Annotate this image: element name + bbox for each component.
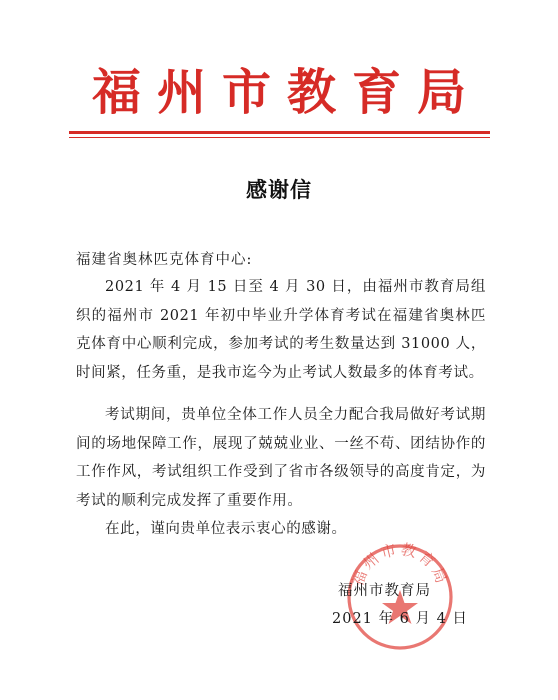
letterhead-rule-thick — [69, 131, 490, 134]
letterhead-org-name: 福州市教育局 — [91, 63, 482, 121]
letter-salutation: 福建省奥林匹克体育中心: — [76, 252, 253, 268]
letter-title: 感谢信 — [246, 177, 312, 202]
letter-paragraph-1: 2021 年 4 月 15 日至 4 月 30 日，由福州市教育局组织的福州市 2021 年初中毕业升学体育考试在福建省奥林匹克体育中心顺利完成，参加考试的考生数量达到 31000 人，时间紧，任务重，是我市迄今为止考试人数最多的体育考试。 — [76, 279, 486, 381]
letter-date: 2021 年 6 月 4 日 — [332, 611, 468, 627]
letter-paragraph-2: 考试期间，贵单位全体工作人员全力配合我局做好考试期间的场地保障工作，展现了兢兢业业、一丝不苟、团结协作的工作作风，考试组织工作受到了省市各级领导的高度肯定，为考试的顺利完成发挥了重要作用。 — [76, 407, 486, 509]
letterhead-rule-thin — [69, 137, 490, 138]
seal-ring-text: 福州市教育局 — [348, 541, 452, 589]
letter-signer: 福州市教育局 — [338, 583, 431, 599]
letter-paragraph-3: 在此，谨向贵单位表示衷心的感谢。 — [105, 521, 347, 537]
